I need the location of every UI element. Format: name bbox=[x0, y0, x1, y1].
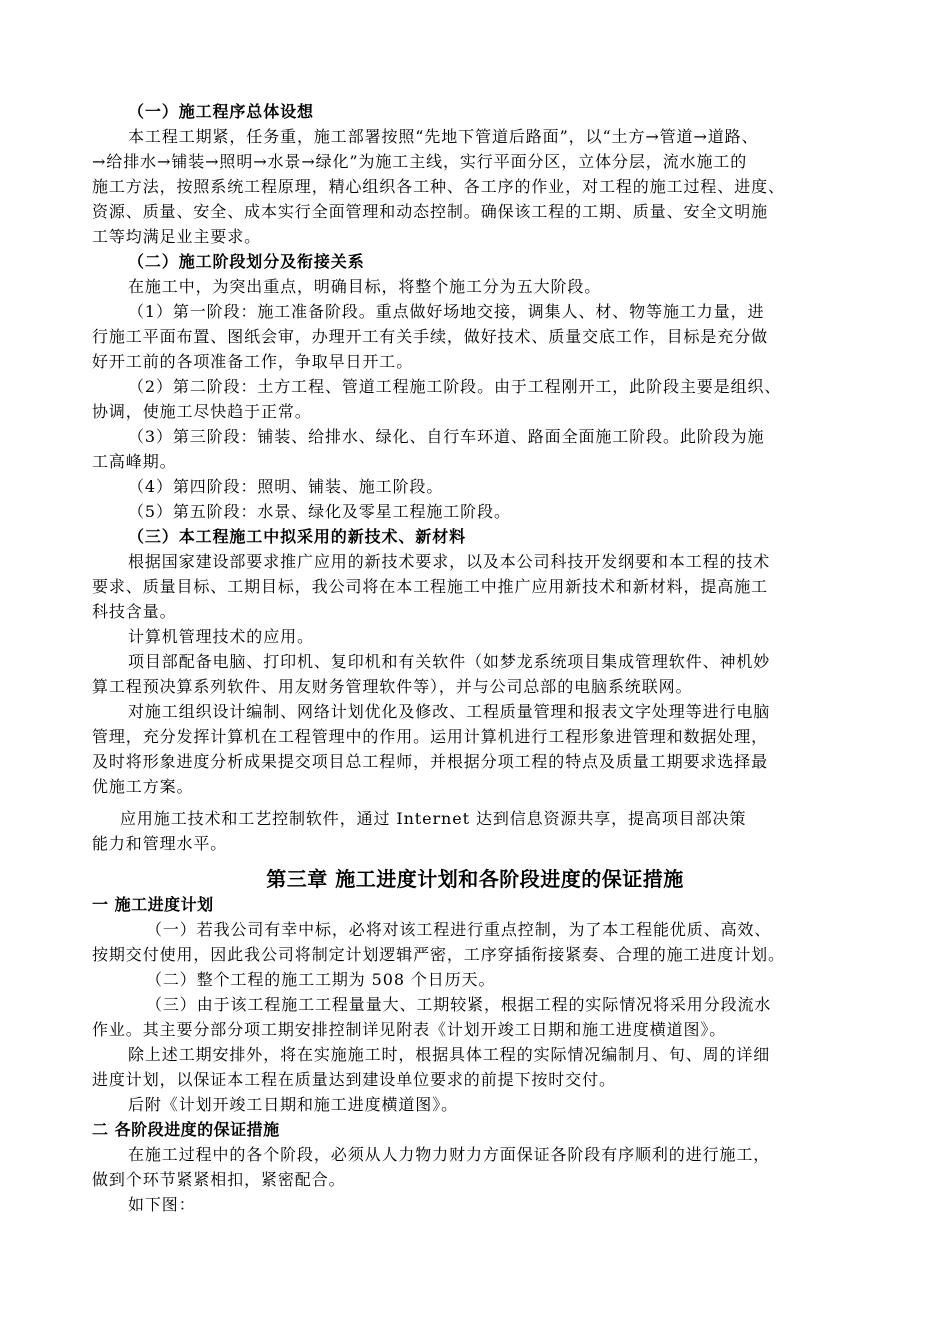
paragraph-line: （4）第四阶段：照明、铺装、施工阶段。 bbox=[128, 477, 444, 496]
paragraph-line: 在施工中，为突出重点，明确目标，将整个施工分为五大阶段。 bbox=[128, 277, 602, 296]
chapter-title: 第三章 施工进度计划和各阶段进度的保证措施 bbox=[266, 867, 684, 891]
paragraph-line: →给排水→铺装→照明→水景→绿化”为施工主线，实行平面分区，立体分层，流水施工的 bbox=[92, 152, 748, 171]
section-heading-1: （一）施工程序总体设想 bbox=[128, 102, 314, 121]
paragraph-line: 优施工方案。 bbox=[92, 777, 194, 796]
paragraph-line: （2）第二阶段：土方工程、管道工程施工阶段。由于工程刚开工，此阶段主要是组织、 bbox=[128, 377, 782, 396]
paragraph-line: 做到个环节紧紧相扣，紧密配合。 bbox=[92, 1170, 346, 1189]
paragraph-line: 工等均满足业主要求。 bbox=[92, 227, 262, 246]
paragraph-line: 除上述工期安排外，将在实施施工时，根据具体工程的实际情况编制月、旬、周的详细 bbox=[128, 1045, 771, 1064]
paragraph-line: 本工程工期紧，任务重，施工部署按照“先地下管道后路面”，以“土方→管道→道路、 bbox=[128, 127, 759, 146]
paragraph-line: （一）若我公司有幸中标，必将对该工程进行重点控制，为了本工程能优质、高效、 bbox=[146, 920, 772, 939]
paragraph-line: 协调，使施工尽快趋于正常。 bbox=[92, 402, 312, 421]
paragraph-line: 计算机管理技术的应用。 bbox=[128, 627, 314, 646]
paragraph-line: 在施工过程中的各个阶段，必须从人力物力财力方面保证各阶段有序顺利的进行施工， bbox=[128, 1145, 771, 1164]
paragraph-line: 根据国家建设部要求推广应用的新技术要求，以及本公司科技开发纲要和本工程的技术 bbox=[128, 552, 771, 571]
part-heading-1: 一 施工进度计划 bbox=[92, 895, 214, 914]
paragraph-line: （二）整个工程的施工工期为 508 个日历天。 bbox=[146, 970, 496, 989]
paragraph-line: 及时将形象进度分析成果提交项目总工程师，并根据分项工程的特点及质量工期要求选择最 bbox=[92, 752, 769, 771]
paragraph-line: 好开工前的各项准备工作，争取早日开工。 bbox=[92, 352, 414, 371]
paragraph-line: 进度计划，以保证本工程在质量达到建设单位要求的前提下按时交付。 bbox=[92, 1070, 616, 1089]
paragraph-line: 施工方法，按照系统工程原理，精心组织各工种、各工序的作业，对工程的施工过程、进度、 bbox=[92, 177, 785, 196]
paragraph-line: 行施工平面布置、图纸会审，办理开工有关手续，做好技术、质量交底工作，目标是充分做 bbox=[92, 327, 769, 346]
paragraph-line: 资源、质量、安全、成本实行全面管理和动态控制。确保该工程的工期、质量、安全文明施 bbox=[92, 202, 769, 221]
paragraph-line: 作业。其主要分部分项工期安排控制详见附表《计划开竣工日期和施工进度横道图》。 bbox=[92, 1020, 727, 1039]
paragraph-line: 后附《计划开竣工日期和施工进度横道图》。 bbox=[128, 1095, 459, 1114]
paragraph-line: （5）第五阶段：水景、绿化及零星工程施工阶段。 bbox=[128, 502, 511, 521]
paragraph-line: 项目部配备电脑、打印机、复印机和有关软件（如梦龙系统项目集成管理软件、神机妙 bbox=[128, 652, 771, 671]
paragraph-line: （三）由于该工程施工工程量量大、工期较紧，根据工程的实际情况将采用分段流水 bbox=[146, 995, 772, 1014]
paragraph-line: 管理，充分发挥计算机在工程管理中的作用。运用计算机进行工程形象进管理和数据处理， bbox=[92, 727, 769, 746]
paragraph-line: 工高峰期。 bbox=[92, 452, 177, 471]
paragraph-line: 算工程预决算系列软件、用友财务管理软件等），并与公司总部的电脑系统联网。 bbox=[92, 677, 693, 696]
paragraph-line: 对施工组织设计编制、网络计划优化及修改、工程质量管理和报表文字处理等进行电脑 bbox=[128, 702, 771, 721]
paragraph-line: 能力和管理水平。 bbox=[92, 834, 228, 853]
section-heading-2: （二）施工阶段划分及衔接关系 bbox=[128, 252, 365, 271]
paragraph-line: 应用施工技术和工艺控制软件，通过 Internet 达到信息资源共享，提高项目部决策 bbox=[120, 809, 747, 828]
paragraph-line: 要求、质量目标、工期目标，我公司将在本工程施工中推广应用新技术和新材料，提高施工 bbox=[92, 577, 769, 596]
paragraph-line: 按期交付使用，因此我公司将制定计划逻辑严密，工序穿插衔接紧奏、合理的施工进度计划。 bbox=[92, 945, 785, 964]
section-heading-3: （三）本工程施工中拟采用的新技术、新材料 bbox=[128, 527, 467, 546]
paragraph-line: （1）第一阶段：施工准备阶段。重点做好场地交接，调集人、材、物等施工力量，进 bbox=[128, 302, 765, 321]
paragraph-line: 科技含量。 bbox=[92, 602, 177, 621]
paragraph-line: （3）第三阶段：铺装、给排水、绿化、自行车环道、路面全面施工阶段。此阶段为施 bbox=[128, 427, 765, 446]
paragraph-line: 如下图： bbox=[128, 1195, 196, 1214]
part-heading-2: 二 各阶段进度的保证措施 bbox=[92, 1120, 280, 1139]
